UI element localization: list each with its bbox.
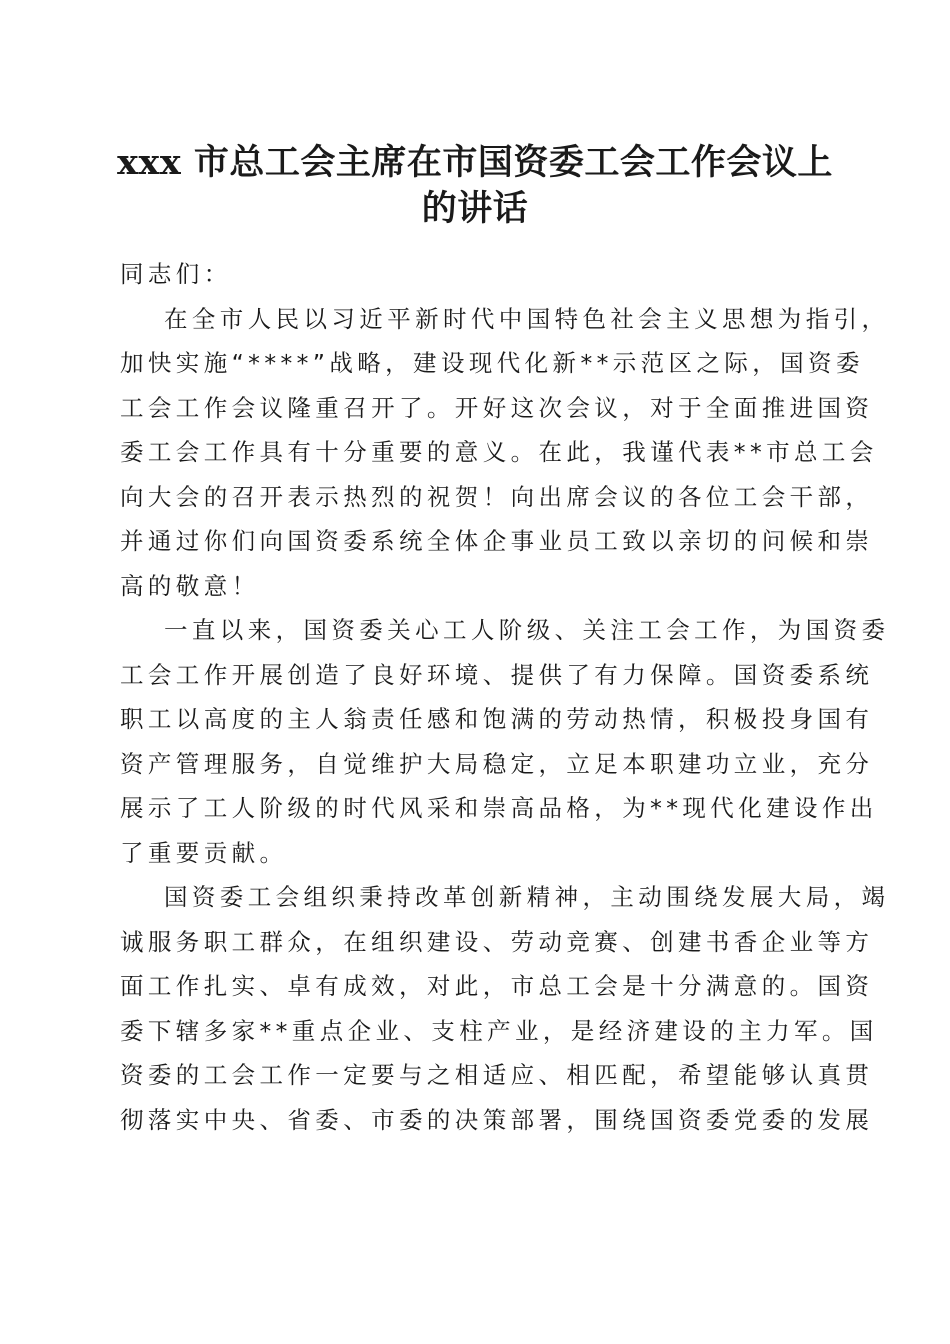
paragraph-line: 向大会的召开表示热烈的祝贺！向出席会议的各位工会干部，	[120, 482, 874, 511]
paragraph-line: 委下辖多家**重点企业、支柱产业，是经济建设的主力军。国	[120, 1016, 878, 1045]
paragraph-line: 一直以来，国资委关心工人阶级、关注工会工作，为国资委	[164, 616, 890, 644]
paragraph-line: 国资委工会组织秉持改革创新精神，主动围绕发展大局，竭	[164, 883, 890, 911]
paragraph-line: 诚服务职工群众，在组织建设、劳动竞赛、创建书香企业等方	[120, 927, 874, 956]
document-title	[100, 140, 850, 232]
paragraph-line: 资委的工会工作一定要与之相适应、相匹配，希望能够认真贯	[120, 1061, 874, 1089]
paragraph-line: 了重要贡献。	[120, 838, 288, 867]
paragraph-line: 资产管理服务，自觉维护大局稳定，立足本职建功立业，充分	[120, 749, 874, 778]
paragraph-line: 面工作扎实、卓有成效，对此，市总工会是十分满意的。国资	[120, 972, 874, 1000]
paragraph-line: 展示了工人阶级的时代风采和崇高品格，为**现代化建设作出	[120, 794, 878, 822]
paragraph-1	[120, 297, 890, 609]
paragraph-line: 委工会工作具有十分重要的意义。在此，我谨代表**市总工会	[120, 438, 878, 466]
paragraph-line: 在全市人民以习近平新时代中国特色社会主义思想为指引，	[164, 304, 890, 333]
paragraph-line: 加快实施“****”战略，建设现代化新**示范区之际，国资委	[120, 349, 864, 377]
paragraph-3	[120, 875, 890, 1142]
paragraph-line: 高的敬意！	[120, 571, 260, 600]
salutation	[120, 252, 832, 297]
paragraph-2	[120, 608, 890, 875]
paragraph-line: 工会工作开展创造了良好环境、提供了有力保障。国资委系统	[120, 660, 874, 689]
document-body	[120, 252, 890, 1142]
salutation-text: 同志们：	[120, 260, 232, 288]
paragraph-line: 职工以高度的主人翁责任感和饱满的劳动热情，积极投身国有	[120, 705, 874, 733]
paragraph-line: 工会工作会议隆重召开了。开好这次会议，对于全面推进国资	[120, 393, 874, 422]
title-line-2: 的讲话	[421, 188, 529, 229]
paragraph-line: 并通过你们向国资委系统全体企事业员工致以亲切的问候和崇	[120, 527, 874, 555]
paragraph-line: 彻落实中央、省委、市委的决策部署，围绕国资委党委的发展	[120, 1105, 874, 1134]
title-line-1: xxx 市总工会主席在市国资委工会工作会议上	[117, 142, 833, 183]
